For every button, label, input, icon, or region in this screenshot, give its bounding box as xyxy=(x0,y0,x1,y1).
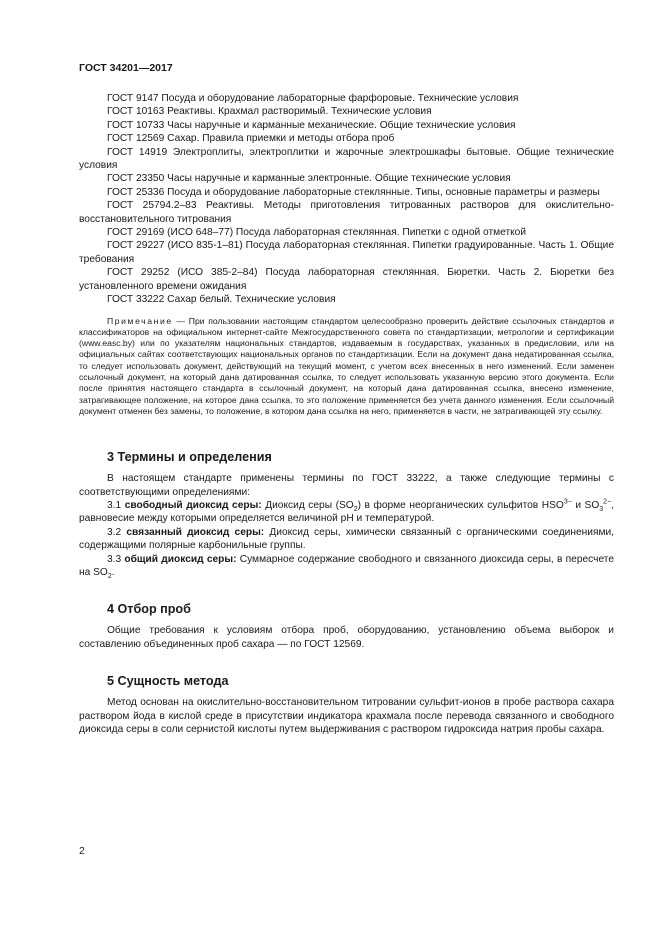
section-3-heading: 3 Термины и определения xyxy=(107,450,272,465)
reference-item: ГОСТ 9147 Посуда и оборудование лабораторные фарфоровые. Технические условия xyxy=(107,93,519,104)
note-label: Примечание xyxy=(107,315,173,326)
reference-item: ГОСТ 10733 Часы наручные и карманные механические. Общие технические условия xyxy=(107,119,516,131)
normative-references-list xyxy=(79,92,614,307)
reference-item: ГОСТ 10163 Реактивы. Крахмал растворимый. Технические условия xyxy=(107,106,432,118)
reference-item: ГОСТ 25794.2–83 Реактивы. Методы приготовления титрованных растворов для окислительно-восстановительного титрования xyxy=(79,200,614,225)
term-name: общий диоксид серы: xyxy=(124,553,237,565)
reference-item: ГОСТ 23350 Часы наручные и карманные электронные. Общие технические условия xyxy=(107,173,511,185)
term-3-2: 3.2 связанный диоксид серы: Диоксид серы, химически связанный с органическими соединениями, содержащими полярные карбонильные группы. xyxy=(79,526,615,552)
reference-item: ГОСТ 12569 Сахар. Правила приемки и методы отбора проб xyxy=(107,133,395,145)
references-note xyxy=(79,316,614,418)
reference-item: ГОСТ 29227 (ИСО 835-1–81) Посуда лабораторная стеклянная. Пипетки градуированные. Часть 1. Общие требования xyxy=(79,240,614,265)
page-number: 2 xyxy=(79,845,85,857)
term-name: свободный диоксид серы: xyxy=(124,499,262,511)
term-3-3: 3.3 общий диоксид серы: Суммарное содержание свободного и связанного диоксида серы, в пересчете на $SO_2$. xyxy=(79,553,614,581)
reference-item: ГОСТ 29252 (ИСО 385-2–84) Посуда лабораторная стеклянная. Бюретки. Часть 2. Бюретки без установленного времени ожидания xyxy=(79,267,614,292)
reference-item: ГОСТ 33222 Сахар белый. Технические условия xyxy=(107,294,336,306)
term-name: связанный диоксид серы: xyxy=(126,526,265,538)
document-header: ГОСТ 34201—2017 xyxy=(79,62,173,74)
note-text: — При пользовании настоящим стандартом целесообразно проверить действие ссылочных стандартов и классификаторов на официальном интернет-сайте Межгосударственного совета по стандартизации, метрологии и сертификации (www.easc.by) или по указателям национальных стандартов, издаваемым в государствах, указанных в предисловии, или на официальных сайтах соответствующих национальных органов по стандартизации. Если на документ дана недатированная ссылка, то следует использовать документ, действующий на текущий момент, с учетом всех внесенных в него изменений. Если заменен ссылочный документ, на который дана датированная ссылка, то следует использовать указанную версию этого документа. Если после принятия настоящего стандарта в ссылочный документ, на который дана датированная ссылка, внесено изменение, затрагивающее положение, на которое дана ссылка, то это положение применяется без учета данного изменения. Если ссылочный документ отменен без замены, то положение, в котором дана ссылка на него, применяется в части, не затрагивающей эту ссылку. xyxy=(79,315,614,416)
term-3-1: 3.1 свободный диоксид серы: Диоксид серы $(SO_2)$ в форме неорганических сульфитов $HSO^{3-}$ и $SO_3^{2-}$, равновесие между которыми определяется величиной pH и температурой. xyxy=(79,498,614,525)
section-4-text: Общие требования к условиям отбора проб, оборудованию, установлению объема выборок и составлению объединенных проб сахара — по ГОСТ 12569. xyxy=(79,625,614,650)
section-5-heading: 5 Сущность метода xyxy=(107,674,229,689)
reference-item: ГОСТ 25336 Посуда и оборудование лабораторные стеклянные. Типы, основные параметры и размеры xyxy=(107,186,600,198)
page-content xyxy=(79,92,614,736)
section-5-text: Метод основан на окислительно-восстановительном титровании сульфит-ионов в пробе раствора сахара раствором йода в кислой среде в присутствии индикатора крахмала после перевода связанного и свободного диоксида серы в соли сернистой кислоты путем выдерживания с раствором гидроксида натрия пробы сахара. xyxy=(79,697,614,736)
reference-item: ГОСТ 14919 Электроплиты, электроплитки и жарочные электрошкафы бытовые. Общие технические условия xyxy=(79,146,614,172)
section-3-intro: В настоящем стандарте применены термины по ГОСТ 33222, а также следующие термины с соответствующими определениями: xyxy=(79,473,614,498)
section-4-heading: 4 Отбор проб xyxy=(107,602,191,617)
reference-item: ГОСТ 29169 (ИСО 648–77) Посуда лабораторная стеклянная. Пипетки с одной отметкой xyxy=(107,227,527,239)
